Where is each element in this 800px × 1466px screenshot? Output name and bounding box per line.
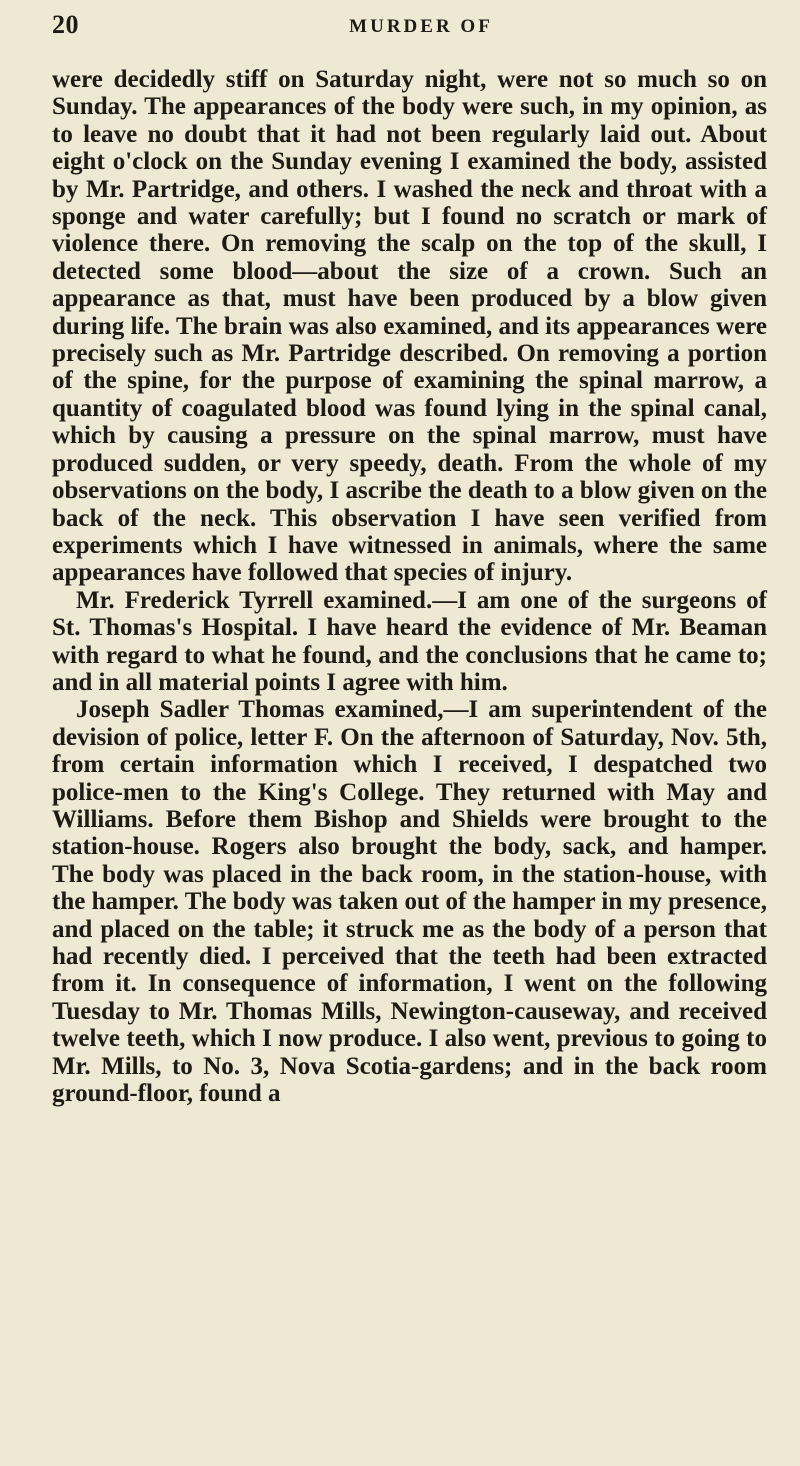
body-text [52, 66, 767, 1107]
page-header [52, 6, 760, 42]
page-number: 20 [52, 10, 79, 39]
paragraph-thomas-testimony: Joseph Sadler Thomas examined,—I am superintendent of the devision of police, letter F. On the afternoon of Saturday, Nov. 5th, from certain information which I received, I despatched two police-men to the King's College. They returned with May and Williams. Before them Bishop and Shields were brought to the station-house. Rogers also brought the body, sack, and hamper. The body was placed in the back room, in the station-house, with the hamper. The body was taken out of the hamper in my presence, and placed on the table; it struck me as the body of a person that had recently died. I perceived that the teeth had been extracted from it. In consequence of information, I went on the following Tuesday to Mr. Thomas Mills, Newington-causeway, and received twelve teeth, which I now produce. I also went, previous to going to Mr. Mills, to No. 3, Nova Scotia-gardens; and in the back room ground-floor, found a [52, 696, 767, 1108]
paragraph-tyrrell-testimony: Mr. Frederick Tyrrell examined.—I am one of the surgeons of St. Thomas's Hospital. I have heard the evidence of Mr. Beaman with regard to what he found, and the conclusions that he came to; and in all material points I agree with him. [52, 586, 767, 696]
paragraph-beaman-testimony: were decidedly stiff on Saturday night, were not so much so on Sunday. The appearances of the body were such, in my opinion, as to leave no doubt that it had not been regularly laid out. About eight o'clock on the Sunday evening I examined the body, assisted by Mr. Partridge, and others. I washed the neck and throat with a sponge and water carefully; but I found no scratch or mark of violence there. On removing the scalp on the top of the skull, I detected some blood—about the size of a crown. Such an appearance as that, must have been produced by a blow given during life. The brain was also examined, and its appearances were precisely such as Mr. Partridge described. On removing a portion of the spine, for the purpose of examining the spinal marrow, a quantity of coagulated blood was found lying in the spinal canal, which by causing a pressure on the spinal marrow, must have produced sudden, or very speedy, death. From the whole of my observations on the body, I ascribe the death to a blow given on the back of the neck. This observation I have seen verified from experiments which I have witnessed in animals, where the same appearances have followed that species of injury. [52, 66, 767, 587]
running-head: MURDER OF [349, 16, 493, 37]
